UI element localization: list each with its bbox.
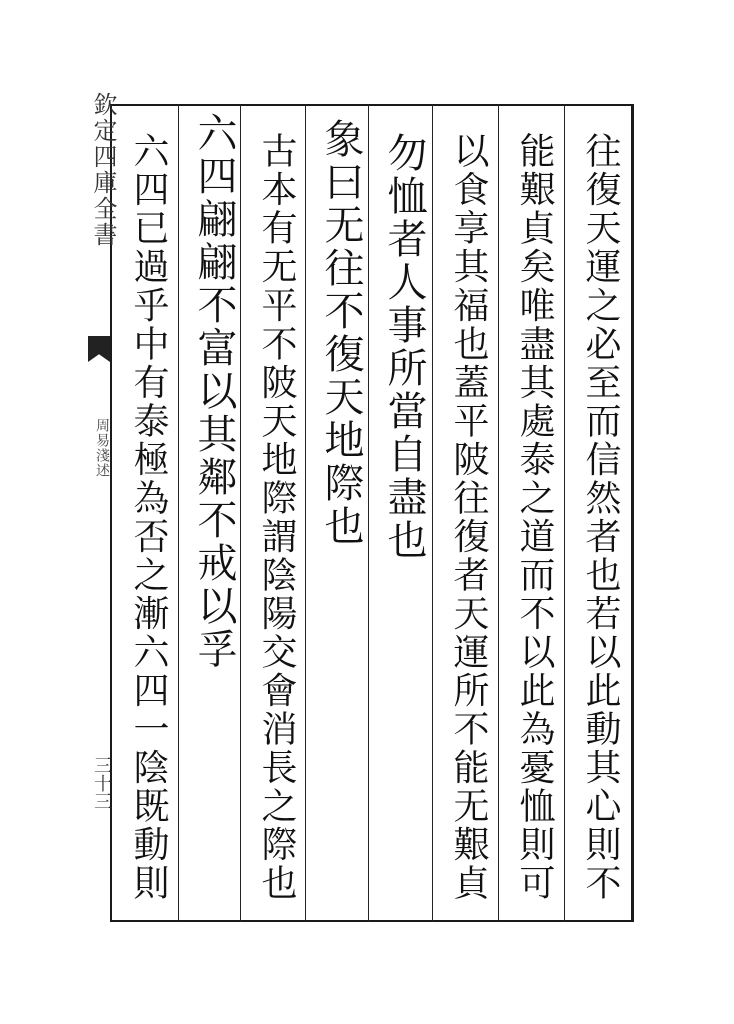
- column-rule: [368, 104, 369, 922]
- margin-page-number: 三十三: [91, 756, 112, 810]
- column-rule: [240, 104, 241, 922]
- column-rule: [564, 104, 565, 922]
- text-column-6: 古本有无平不陂天地際謂陰陽交會消長之際也: [256, 132, 297, 903]
- column-rule: [305, 104, 306, 922]
- text-column-4: 勿恤者人事所當自盡也: [381, 132, 427, 562]
- column-rule: [432, 104, 433, 922]
- fishtail-mark: [88, 336, 110, 362]
- text-column-7: 六四翩翩不富以其鄰不戒以孚: [191, 112, 237, 671]
- margin-book-title: 周易淺述: [94, 418, 110, 478]
- text-column-5: 象曰无往不復天地際也: [318, 118, 364, 548]
- text-column-1: 往復天運之必至而信然者也若以此動其心則不: [580, 132, 621, 903]
- text-column-8: 六四已過乎中有泰極為否之漸六四一陰既動則: [128, 132, 169, 903]
- text-column-2: 能艱貞矣唯盡其處泰之道而不以此為憂恤則可: [514, 132, 555, 903]
- text-column-3: 以食享其福也蓋平陂往復者天運所不能无艱貞: [448, 132, 489, 903]
- column-rule: [178, 104, 179, 922]
- column-rule: [498, 104, 499, 922]
- margin-title: 欽定四庫全書: [89, 92, 117, 248]
